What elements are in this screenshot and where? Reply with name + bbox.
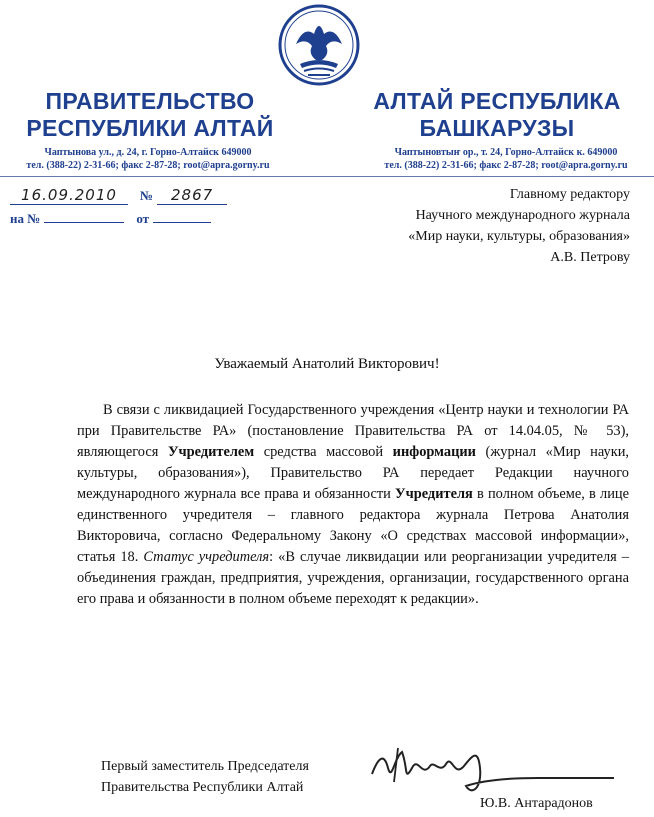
body-bold-term: Учредителя [395, 486, 473, 502]
letterhead-left-line2: РЕСПУБЛИКИ АЛТАЙ [26, 115, 274, 141]
header-divider [0, 176, 654, 177]
reference-prefix: на № [10, 211, 41, 226]
letterhead-right [362, 88, 632, 142]
reference-date-blank [153, 210, 211, 223]
left-address-line1: Чаптынова ул., д. 24, г. Горно-Алтайск 649000 [44, 147, 252, 158]
body-bold-term: Учредителем [167, 444, 255, 460]
addressee-line: Научного международного журнала [415, 208, 630, 223]
letterhead-left-line1: ПРАВИТЕЛЬСТВО [45, 88, 255, 114]
body-text: в полном объеме, в лице единственного учредителя – главного редактора журнала Петрова Анатолия Викторовича, согласно Федеральному Закону «О средствах массовой информации», статья 18. [77, 486, 630, 565]
letter-body [77, 400, 629, 610]
letterhead-right-address [358, 146, 654, 172]
body-paragraph [77, 400, 629, 610]
signatory-name: Ю.В. Антарадонов [480, 796, 593, 811]
addressee-line: Главному редактору [509, 187, 630, 202]
body-italic-term: Статус учредителя [143, 549, 270, 565]
letterhead-right-line1: АЛТАЙ РЕСПУБЛИКА [373, 88, 621, 114]
letterhead-left-address [2, 146, 294, 172]
registration-date-row [10, 186, 250, 210]
reference-from-label: от [136, 211, 150, 226]
registration-number-prefix: № [140, 188, 154, 203]
registration-date: 16.09.2010 [10, 186, 128, 205]
signatory-title-line2: Правительства Республики Алтай [101, 780, 304, 795]
addressee-line: «Мир науки, культуры, образования» [408, 229, 630, 244]
left-address-line2: тел. (388-22) 2-31-66; факс 2-87-28; root@apra.gorny.ru [26, 160, 270, 171]
reference-number-blank [44, 210, 124, 223]
right-address-line2: тел. (388-22) 2-31-66; факс 2-87-28; root@apra.gorny.ru [384, 160, 628, 171]
registration-number: 2867 [157, 186, 227, 205]
body-text: (журнал «Мир науки, культуры, образования»), Правительство РА передает Редакции научного международного журнала все права и обязанности [77, 444, 629, 502]
greeting: Уважаемый Анатолий Викторович! [214, 356, 440, 372]
signatory-title [101, 756, 309, 798]
body-text: : «В случае ликвидации или реорганизации учредителя – объединения граждан, предприятия, учреждения, организации, государственного органа его права и обязанности в полном объеме переходят к редакции». [77, 549, 629, 607]
right-address-line1: Чаптыновтыҥ ор., т. 24, Горно-Алтайск к. 649000 [394, 147, 618, 158]
body-bold-term: информации [392, 444, 476, 460]
republic-altai-coat-of-arms-icon [278, 4, 360, 86]
handwritten-signature [368, 738, 618, 802]
addressee-block [360, 184, 630, 268]
body-text: средства массовой [254, 444, 393, 460]
reference-row [10, 210, 250, 232]
signatory-title-line1: Первый заместитель Председателя [101, 759, 309, 774]
letterhead-right-line2: БАШКАРУЗЫ [419, 115, 575, 141]
addressee-line: А.В. Петрову [550, 250, 630, 265]
body-text: В связи с ликвидацией Государственного учреждения «Центр науки и технологии РА при Правительстве РА» (постановление Правительства РА от 14.04.05, № 53), являющегося [77, 402, 629, 460]
letterhead-left [10, 88, 290, 142]
